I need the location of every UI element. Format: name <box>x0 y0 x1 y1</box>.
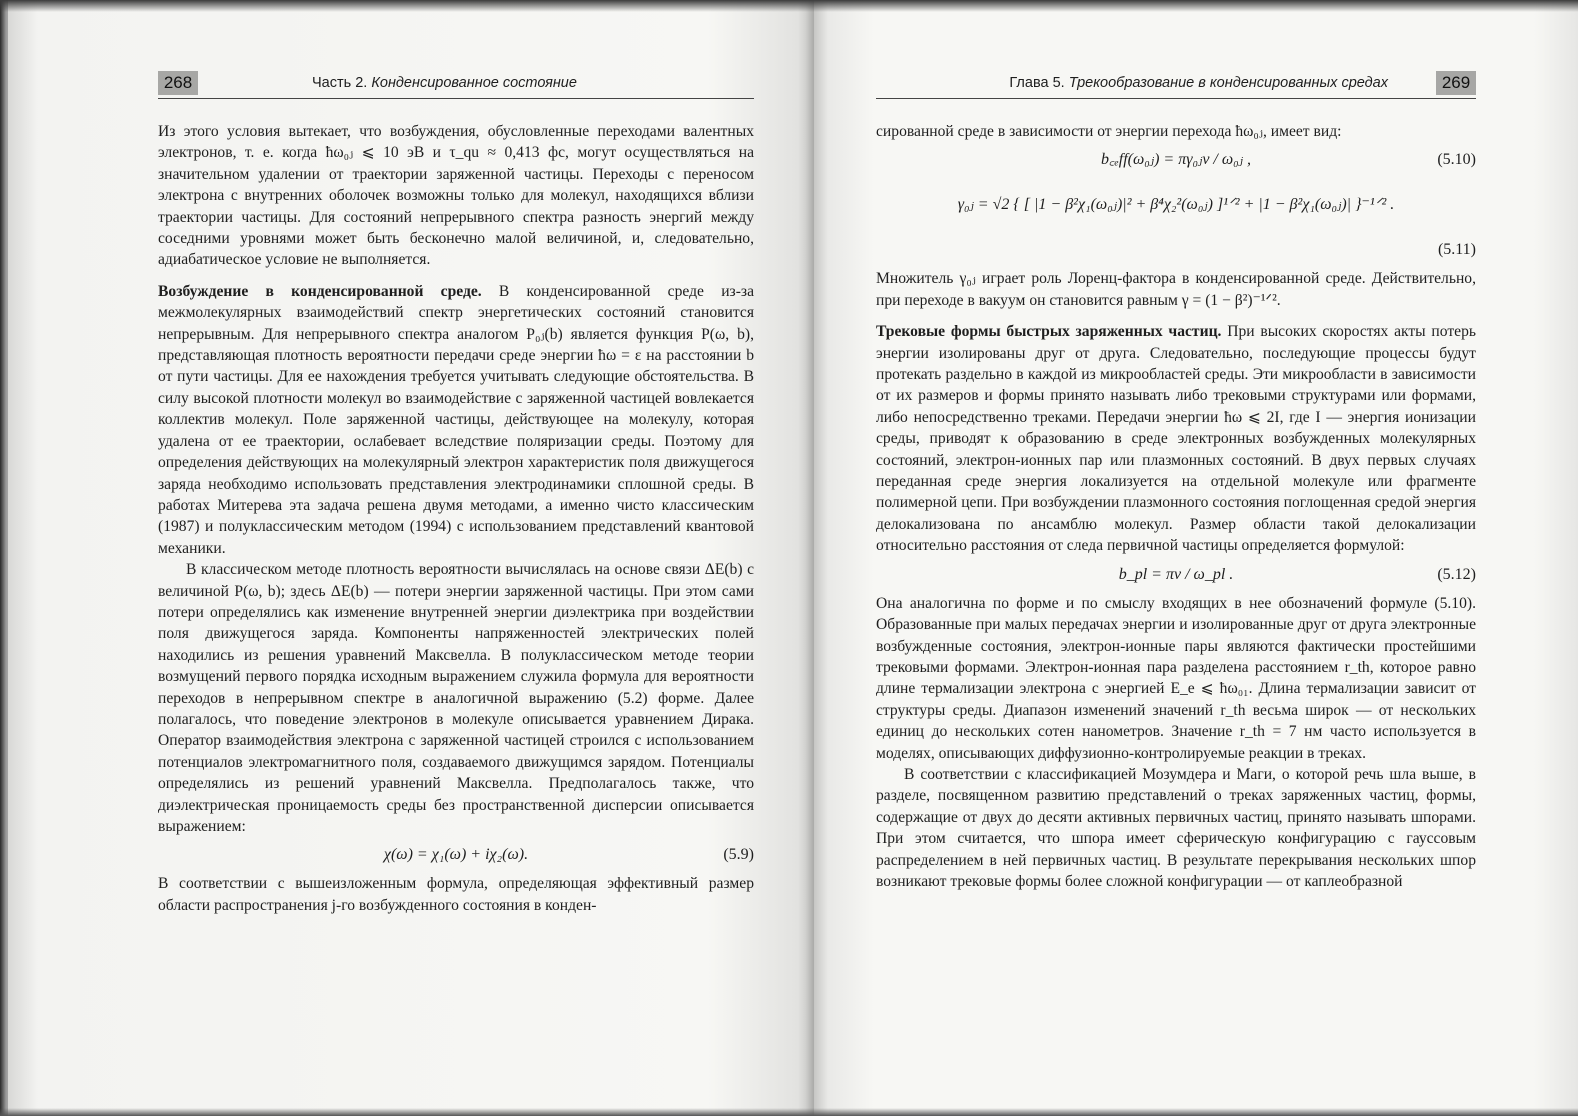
left-running-head <box>158 70 754 99</box>
right-running-head <box>876 70 1476 99</box>
left-head-title: Конденсированное состояние <box>371 75 577 91</box>
equation-number: (5.9) <box>723 846 754 864</box>
left-head-prefix: Часть 2. <box>312 75 368 91</box>
equation-expression: b_pl = πv / ω_pl . <box>1118 565 1234 583</box>
equation-number: (5.10) <box>1437 151 1476 169</box>
paragraph: В соответствии с вышеизложенным формула, определяющая эффективный размер области распространения j-го возбужденного состояния в конден- <box>158 875 754 914</box>
right-head-prefix: Глава 5. <box>1009 75 1065 91</box>
equation-5-11-number-row <box>876 236 1476 264</box>
paragraph: Из этого условия вытекает, что возбуждения, обусловленные переходами валентных электронов, т. е. когда ħω₀ⱼ ⩽ 10 эВ и τ_qu ≈ 0,413 фс, могут осуществляться на значительном удалении от траектории заряженной частицы. Переходы с переносом электрона с внутренних оболочек возможны только для молекул, находящихся вблизи траектории частицы. Для состояний непрерывного спектра разность энергий между соседними уровнями может быть бесконечно малой величиной, и, следовательно, адиабатическое условие не выполняется. <box>158 123 754 269</box>
right-head-title: Трекообразование в конденсированных средах <box>1068 75 1388 91</box>
runin-heading: Возбуждение в конденсированной среде. <box>158 282 482 300</box>
equation-5-10 <box>876 146 1476 174</box>
equation-number: (5.11) <box>1437 241 1476 259</box>
left-body-text <box>158 121 754 916</box>
right-page-number: 269 <box>1436 71 1476 95</box>
top-shadow <box>0 0 1578 12</box>
left-page-number: 268 <box>158 71 198 95</box>
equation-5-9 <box>158 841 754 869</box>
equation-expression: γ₀ⱼ = √2 { [ |1 − β²χ₁(ω₀ⱼ)|² + β⁴χ₂²(ω₀ⱼ) ]¹ᐟ² + |1 − β²χ₁(ω₀ⱼ)| }⁻¹ᐟ² . <box>957 196 1395 214</box>
paragraph: В соответствии с классификацией Мозумдера и Маги, о которой речь шла выше, в разделе, посвященном развитию представлений о треках заряженных частиц, формы, содержащие от двух до десяти активных первичных частиц, принято называть шпорами. При этом считается, что шпора имеет сферическую конфигурацию с гауссовым распределением в ней первичных частиц. В результате перекрывания нескольких шпор возникают трековые формы более сложной конфигурации — от каплеобразной <box>876 765 1476 890</box>
equation-5-11 <box>876 178 1476 232</box>
equation-number: (5.12) <box>1437 565 1476 583</box>
paragraph: В классическом методе плотность вероятности вычислялась на основе связи ΔE(b) с величиной P(ω, b); здесь ΔE(b) — потери энергии заряженной частицы. При этом сами потери определялись как изменение внутренней энергии диэлектрика при воздействии поля движущегося заряда. Компоненты напряженностей электрических полей находились из решения уравнений Максвелла. В полуклассическом методе теории возмущений первого порядка исходным выражением служила формула для вероятности переходов в непрерывном спектре в аналогичной выражению (5.2) форме. Далее полагалось, что поведение электронов в молекуле описывается уравнением Дирака. Оператор взаимодействия электрона с заряженной частицей строился с использованием потенциалов электромагнитного поля, создаваемого движущимся зарядом. Потенциалы определялись из решений уравнений Максвелла. Предполагалось также, что диэлектрическая проницаемость среды без пространственной дисперсии описывается выражением: <box>158 561 754 835</box>
paragraph: сированной среде в зависимости от энергии перехода ħω₀ⱼ, имеет вид: <box>876 123 1342 140</box>
bottom-shadow <box>0 1108 1578 1116</box>
equation-expression: χ(ω) = χ₁(ω) + iχ₂(ω). <box>383 846 529 864</box>
paragraph: Она аналогична по форме и по смыслу входящих в нее обозначений формуле (5.10). Образованные при малых передачах энергии и изолированные друг от друга электронные возбужденные состояния, электрон-ионные пары являются фактически простейшими трековыми формами. Электрон-ионная пара разделена расстоянием r_th, которое равно длине термализации электрона с энергией E_e ⩽ ħω₀₁. Длина термализации зависит от структуры среды. Диапазон изменений значений r_th весьма широк — от нескольких единиц до нескольких сотен нанометров. Значение r_th = 7 нм часто используется в моделях, описывающих диффузионно-контролируемые реакции в треках. <box>876 594 1476 762</box>
equation-expression: b꜀ₑff(ω₀ⱼ) = πγ₀ⱼv / ω₀ⱼ , <box>1101 151 1251 169</box>
paragraph: Трековые формы быстрых заряженных частиц. При высоких скоростях акты потерь энергии изолированы друг от друга. Следовательно, последующие процессы будут протекать раздельно в каждой из микрообластей среды. Эти микрообласти в зависимости от их размеров и формы принято называть либо трековыми структурами или формами, либо непосредственно треками. Передачи энергии ħω ⩽ 2I, где I — энергия ионизации среды, приводят к образованию в среде электронных возбужденных молекулярных состояний, электрон-ионных пар или плазмонных состояний. В двух первых случаях переданная среде энергия локализуется на отдельной молекуле или фрагменте полимерной цепи. При возбуждении плазмонного состояния поглощенная средой энергия делокализована по ансамблю молекул. Размер области такой делокализации относительно расстояния от следа первичной частицы определяется формулой: <box>876 323 1476 555</box>
runin-heading: Трековые формы быстрых заряженных частиц. <box>876 323 1222 341</box>
right-body-text <box>876 121 1476 892</box>
paragraph: Множитель γ₀ⱼ играет роль Лоренц-фактора в конденсированной среде. Действительно, при переходе в вакуум он становится равным γ = (1 − β²)⁻¹ᐟ². <box>876 270 1476 309</box>
paragraph: Возбуждение в конденсированной среде. В конденсированной среде из-за межмолекулярных взаимодействий спектр энергетических состояний становится непрерывным. Для непрерывного спектра аналогом P₀ⱼ(b) является функция P(ω, b), представляющая плотность вероятности передачи среде энергии ħω = ε на расстоянии b от пути частицы. Для ее нахождения требуется учитывать следующие обстоятельства. В силу высокой плотности молекул во взаимодействие с заряженной частицей вовлекается коллектив молекул. Поле заряженной частицы, действующее на молекулу, которая удалена от ее траектории, ослабевает вследствие поляризации среды. Поэтому для определения действующих на молекулярный электрон характеристик поля движущегося заряда необходимо использовать представления электродинамики сплошной среды. В работах Митерева эта задача решена двумя методами, а именно чисто классическим (1987) и полуклассическим методом (1994) с использованием представлений квантовой механики. <box>158 282 754 557</box>
equation-5-12 <box>876 561 1476 589</box>
